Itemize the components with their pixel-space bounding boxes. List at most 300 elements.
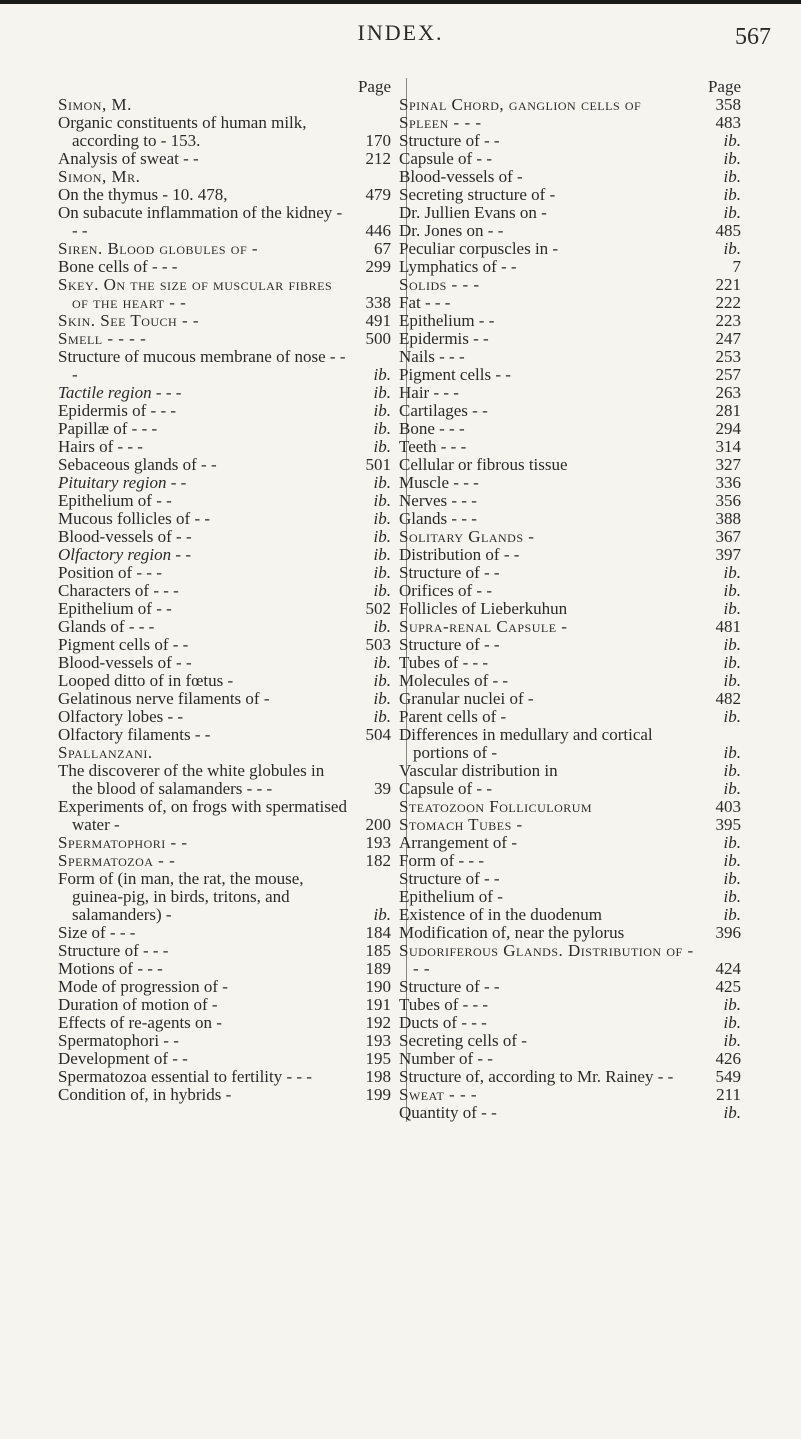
index-entry — [58, 186, 391, 204]
index-entry — [399, 707, 741, 726]
index-entry — [399, 221, 741, 240]
index-entry — [58, 636, 391, 654]
index-entry-text: Structure of - - — [399, 869, 500, 888]
index-entry-text: Tubes of - - - — [399, 653, 489, 672]
index-entry-text: Secreting structure of - — [399, 185, 556, 204]
index-entry-page: 479 — [365, 185, 391, 204]
index-entry-text: Dr. Jones on - - — [399, 221, 504, 240]
index-entry — [58, 1014, 391, 1032]
index-entry-page: ib. — [373, 437, 391, 456]
index-entry-text: Sudoriferous Glands. Distribution of - - - — [399, 941, 694, 978]
index-entry — [399, 995, 741, 1014]
index-entry — [399, 401, 741, 420]
index-entry-page: 189 — [365, 959, 391, 978]
index-entry-text: Cellular or fibrous tissue — [399, 455, 568, 474]
index-entry — [58, 168, 391, 186]
index-entry — [58, 276, 391, 312]
index-entry-text: Nerves - - - — [399, 491, 477, 510]
index-entry-page: ib. — [723, 203, 741, 222]
index-entry-text: Simon, Mr. — [58, 167, 141, 186]
index-entry-text: Skin. See Touch - - — [58, 311, 200, 330]
index-entry — [58, 456, 391, 474]
index-entry-text: Olfactory filaments - - — [58, 725, 211, 744]
index-entry — [58, 528, 391, 546]
index-entry — [58, 402, 391, 420]
index-entry-text: Tubes of - - - — [399, 995, 489, 1014]
index-entry — [58, 582, 391, 600]
index-entry-page: ib. — [373, 671, 391, 690]
index-entry-text: Development of - - — [58, 1049, 188, 1068]
index-entry-page: 502 — [365, 599, 391, 618]
index-entry-page: ib. — [373, 617, 391, 636]
index-entry-text: Organic constituents of human milk, according to - 153. — [58, 113, 307, 150]
index-entry-page: ib. — [723, 833, 741, 852]
index-entry-page: 403 — [715, 797, 741, 816]
index-entry — [399, 833, 741, 852]
index-entry-text: Solitary Glands - — [399, 527, 535, 546]
index-entry — [399, 1013, 741, 1032]
index-entry-page: ib. — [723, 653, 741, 672]
index-entry-text: Pigment cells - - — [399, 365, 511, 384]
index-entry — [58, 960, 391, 978]
index-entry-text: Gelatinous nerve filaments of - — [58, 689, 270, 708]
index-entry-page: 504 — [365, 725, 391, 744]
index-entry — [58, 1032, 391, 1050]
index-entry-text: Distribution of - - — [399, 545, 520, 564]
top-rule — [0, 0, 801, 4]
index-entry-text: Spinal Chord, ganglion cells of — [399, 95, 642, 114]
index-entry-text: Tactile region - - - — [58, 383, 182, 402]
index-entry-text: Blood-vessels of - - — [58, 653, 192, 672]
index-entry — [58, 1068, 391, 1086]
index-entry-page: ib. — [373, 563, 391, 582]
index-entry — [58, 762, 391, 798]
index-entry — [399, 491, 741, 510]
index-entry — [58, 258, 391, 276]
index-entry-page: ib. — [723, 563, 741, 582]
index-entry-page: 356 — [715, 491, 741, 510]
index-entry-text: Position of - - - — [58, 563, 162, 582]
index-entry-text: Epidermis - - — [399, 329, 489, 348]
index-entry-text: The discoverer of the white globules in the blood of salamanders - - - — [58, 761, 325, 798]
index-entry-text: Skey. On the size of muscular fibres of the heart - - — [58, 275, 333, 312]
index-entry — [399, 617, 741, 636]
index-entry-page: 299 — [365, 257, 391, 276]
index-entry — [399, 473, 741, 492]
index-entry — [58, 978, 391, 996]
index-entry-text: Form of (in man, the rat, the mouse, guinea-pig, in birds, tritons, and salamanders) - — [58, 869, 304, 924]
index-entry-page: 191 — [365, 995, 391, 1014]
index-entry-page: 198 — [365, 1067, 391, 1086]
index-entry-text: Glands of - - - — [58, 617, 155, 636]
index-entry — [399, 869, 741, 888]
index-entry-text: Spermatophori - - — [58, 833, 188, 852]
index-entry-text: Effects of re-agents on - — [58, 1013, 222, 1032]
index-entry-page: 426 — [715, 1049, 741, 1068]
index-entry-text: Modification of, near the pylorus — [399, 923, 625, 942]
index-entry — [399, 599, 741, 618]
index-entry-page: ib. — [723, 167, 741, 186]
index-entry-page: 247 — [715, 329, 741, 348]
index-entry-text: Teeth - - - — [399, 437, 467, 456]
index-entry — [58, 240, 391, 258]
index-entry-text: Capsule of - - — [399, 779, 493, 798]
index-column-left — [58, 78, 391, 1104]
index-entry-text: Experiments of, on frogs with spermatised water - — [58, 797, 347, 834]
index-entry-page: 483 — [715, 113, 741, 132]
index-entry-page: ib. — [373, 365, 391, 384]
index-entry-text: Spermatozoa essential to fertility - - - — [58, 1067, 312, 1086]
index-entry — [399, 1085, 741, 1104]
index-entry — [399, 923, 741, 942]
index-entry-page: ib. — [373, 491, 391, 510]
index-entry — [399, 725, 741, 762]
index-entry-text: Spermatophori - - — [58, 1031, 179, 1050]
index-entry-text: Bone cells of - - - — [58, 257, 178, 276]
index-entry — [399, 383, 741, 402]
index-entry-page: ib. — [373, 545, 391, 564]
index-entry-text: Characters of - - - — [58, 581, 179, 600]
index-entry — [399, 653, 741, 672]
index-entry-text: Epithelium of - — [399, 887, 503, 906]
index-entry-page: 446 — [365, 221, 391, 240]
index-entry-text: Granular nuclei of - — [399, 689, 534, 708]
index-entry-page: ib. — [723, 635, 741, 654]
index-entry — [399, 815, 741, 834]
index-entry-page: ib. — [373, 419, 391, 438]
index-entry-text: Structure of - - — [399, 635, 500, 654]
index-column-right — [399, 77, 741, 1122]
index-entry — [58, 852, 391, 870]
index-entry-page: 253 — [715, 347, 741, 366]
index-entry-page: 192 — [365, 1013, 391, 1032]
index-entry-page: 184 — [365, 923, 391, 942]
index-entry-text: Mucous follicles of - - — [58, 509, 211, 528]
index-entry — [399, 581, 741, 600]
index-entry-text: Smell - - - - — [58, 329, 147, 348]
index-entry — [58, 672, 391, 690]
index-entry-text: Structure of mucous membrane of nose - - - — [58, 347, 346, 384]
index-entry-page: 39 — [374, 779, 391, 798]
index-entry — [399, 851, 741, 870]
index-entry — [58, 438, 391, 456]
page-column-label: Page — [707, 77, 741, 96]
index-entry-text: Stomach Tubes - — [399, 815, 523, 834]
index-entry-page: ib. — [373, 383, 391, 402]
index-entry — [399, 941, 741, 978]
index-entry-text: Lymphatics of - - — [399, 257, 517, 276]
index-entry — [399, 689, 741, 708]
index-entry-page: ib. — [723, 995, 741, 1014]
index-entry-text: Bone - - - — [399, 419, 465, 438]
index-entry — [58, 546, 391, 564]
index-entry-text: Ducts of - - - — [399, 1013, 487, 1032]
index-entry-text: Muscle - - - — [399, 473, 479, 492]
index-entry-text: Pigment cells of - - — [58, 635, 189, 654]
index-entry — [399, 203, 741, 222]
index-entry-page: 170 — [365, 131, 391, 150]
page-number: 567 — [735, 24, 771, 50]
index-entry-page: 314 — [715, 437, 741, 456]
index-entry — [399, 365, 741, 384]
index-entry-text: Structure of - - — [399, 563, 500, 582]
index-entry-text: Mode of progression of - — [58, 977, 228, 996]
index-entry-page: 396 — [715, 923, 741, 942]
index-entry-text: Dr. Jullien Evans on - — [399, 203, 547, 222]
index-entry — [58, 204, 391, 240]
index-entry-page: 263 — [715, 383, 741, 402]
index-entry-text: Structure of, according to Mr. Rainey - - — [399, 1067, 674, 1086]
index-entry — [399, 1067, 741, 1086]
index-entry — [399, 887, 741, 906]
index-entry-page: 67 — [374, 239, 391, 258]
index-entry-text: Structure of - - — [399, 977, 500, 996]
right-entry-list — [399, 95, 741, 1122]
index-entry-page: 549 — [715, 1067, 741, 1086]
index-entry-page: 281 — [715, 401, 741, 420]
index-entry-text: Analysis of sweat - - — [58, 149, 199, 168]
index-entry-page: 190 — [365, 977, 391, 996]
index-entry-page: ib. — [723, 581, 741, 600]
index-entry — [399, 293, 741, 312]
index-entry — [58, 384, 391, 402]
index-entry-page: ib. — [723, 599, 741, 618]
index-entry — [399, 347, 741, 366]
index-entry-text: Epithelium of - - — [58, 599, 172, 618]
index-entry-page: ib. — [723, 1103, 741, 1122]
index-entry-page: 424 — [715, 959, 741, 978]
index-entry-page: ib. — [373, 905, 391, 924]
index-entry-text: Olfactory region - - — [58, 545, 191, 564]
index-entry — [399, 977, 741, 996]
index-entry-page: 193 — [365, 833, 391, 852]
index-entry — [58, 726, 391, 744]
index-entry-page: ib. — [373, 473, 391, 492]
index-entry — [399, 779, 741, 798]
index-entry-page: 388 — [715, 509, 741, 528]
index-entry-text: Motions of - - - — [58, 959, 163, 978]
index-entry-text: On subacute inflammation of the kidney - - - — [58, 203, 343, 240]
index-entry-text: Existence of in the duodenum — [399, 905, 603, 924]
index-entry-page: 367 — [715, 527, 741, 546]
index-entry — [58, 996, 391, 1014]
index-entry — [399, 149, 741, 168]
index-entry — [58, 1086, 391, 1104]
index-entry-page: 491 — [365, 311, 391, 330]
index-entry — [58, 690, 391, 708]
index-entry-page: ib. — [373, 689, 391, 708]
index-entry — [58, 942, 391, 960]
index-entry-page: 397 — [715, 545, 741, 564]
index-entry-page: ib. — [723, 707, 741, 726]
index-entry-text: Nails - - - — [399, 347, 465, 366]
index-entry-page: ib. — [723, 779, 741, 798]
index-entry-text: Solids - - - — [399, 275, 480, 294]
index-entry-text: Arrangement of - — [399, 833, 518, 852]
index-entry-page: ib. — [373, 653, 391, 672]
index-entry-page: ib. — [723, 185, 741, 204]
index-entry — [399, 113, 741, 132]
index-entry-text: Sweat - - - — [399, 1085, 478, 1104]
index-entry-page: 294 — [715, 419, 741, 438]
index-entry — [399, 167, 741, 186]
index-entry-text: Number of - - — [399, 1049, 493, 1068]
index-entry-text: Spermatozoa - - — [58, 851, 176, 870]
index-entry — [58, 600, 391, 618]
index-entry-page: 222 — [715, 293, 741, 312]
index-entry — [399, 1031, 741, 1050]
index-entry-page: ib. — [723, 761, 741, 780]
index-entry-text: Capsule of - - — [399, 149, 493, 168]
index-entry — [58, 150, 391, 168]
index-entry-page: 7 — [732, 257, 741, 276]
index-entry-page: 200 — [365, 815, 391, 834]
index-entry-text: Olfactory lobes - - — [58, 707, 184, 726]
index-entry — [58, 312, 391, 330]
index-entry-page: ib. — [723, 851, 741, 870]
index-entry — [399, 455, 741, 474]
index-entry-text: Sebaceous glands of - - — [58, 455, 217, 474]
index-entry-page: 185 — [365, 941, 391, 960]
index-entry-text: Duration of motion of - — [58, 995, 218, 1014]
page-title: INDEX. — [357, 20, 444, 45]
index-entry — [399, 437, 741, 456]
index-entry-page: ib. — [723, 869, 741, 888]
index-entry — [58, 618, 391, 636]
index-entry-page: ib. — [723, 239, 741, 258]
index-entry — [58, 798, 391, 834]
index-entry — [58, 420, 391, 438]
index-entry — [399, 635, 741, 654]
index-entry-page: 327 — [715, 455, 741, 474]
index-entry-page: 481 — [715, 617, 741, 636]
index-entry-text: Cartilages - - — [399, 401, 488, 420]
index-entry-text: Blood-vessels of - - — [58, 527, 192, 546]
index-entry-text: Looped ditto of in fœtus - — [58, 671, 234, 690]
index-entry — [58, 510, 391, 528]
left-entry-list — [58, 96, 391, 1104]
index-entry-text: Vascular distribution in — [399, 761, 558, 780]
index-entry-text: Hairs of - - - — [58, 437, 143, 456]
index-entry-page: 395 — [715, 815, 741, 834]
index-entry-page: ib. — [373, 707, 391, 726]
index-entry-text: Simon, M. — [58, 95, 132, 114]
index-entry — [399, 185, 741, 204]
index-entry — [58, 1050, 391, 1068]
index-entry-page: ib. — [723, 743, 741, 762]
index-entry — [58, 834, 391, 852]
index-entry — [399, 275, 741, 294]
index-entry-page: 338 — [365, 293, 391, 312]
index-entry — [399, 131, 741, 150]
index-entry — [399, 761, 741, 780]
index-entry-text: Structure of - - - — [58, 941, 169, 960]
index-entry-text: Parent cells of - — [399, 707, 507, 726]
index-entry-page: 221 — [715, 275, 741, 294]
index-entry-page: ib. — [723, 905, 741, 924]
index-entry — [399, 311, 741, 330]
index-entry-text: Secreting cells of - — [399, 1031, 527, 1050]
index-entry-page: ib. — [723, 671, 741, 690]
index-entry — [399, 563, 741, 582]
index-entry-text: Siren. Blood globules of - — [58, 239, 259, 258]
index-entry-text: Peculiar corpuscles in - — [399, 239, 559, 258]
index-entry — [58, 924, 391, 942]
index-entry-page: ib. — [373, 581, 391, 600]
index-entry-text: Follicles of Lieberkuhun — [399, 599, 568, 618]
index-entry-text: Condition of, in hybrids - — [58, 1085, 232, 1104]
index-entry-text: Epidermis of - - - — [58, 401, 177, 420]
index-entry — [58, 654, 391, 672]
index-entry-page: 358 — [715, 95, 741, 114]
index-entry — [399, 797, 741, 816]
index-entry — [58, 492, 391, 510]
index-entry — [58, 564, 391, 582]
index-entry-text: Spallanzani. — [58, 743, 153, 762]
index-entry-text: Epithelium - - — [399, 311, 495, 330]
index-entry-text: Molecules of - - — [399, 671, 509, 690]
index-entry-page: 501 — [365, 455, 391, 474]
index-entry — [399, 239, 741, 258]
index-entry-text: Spleen - - - — [399, 113, 482, 132]
index-entry — [399, 257, 741, 276]
index-entry — [58, 744, 391, 762]
index-entry-text: Structure of - - — [399, 131, 500, 150]
index-entry-page: 257 — [715, 365, 741, 384]
index-entry — [58, 96, 391, 114]
index-entry-text: Epithelium of - - — [58, 491, 172, 510]
index-entry-text: Pituitary region - - — [58, 473, 187, 492]
page-header — [0, 20, 801, 60]
index-entry-page: 500 — [365, 329, 391, 348]
index-entry-page: 212 — [365, 149, 391, 168]
index-entry-page: 425 — [715, 977, 741, 996]
index-entry-page: 211 — [716, 1085, 741, 1104]
index-entry-page: 223 — [715, 311, 741, 330]
index-entry-page: ib. — [723, 887, 741, 906]
index-entry — [399, 671, 741, 690]
index-entry-text: On the thymus - 10. 478, — [58, 185, 228, 204]
index-entry — [399, 905, 741, 924]
index-entry-page: ib. — [723, 131, 741, 150]
index-entry-page: 195 — [365, 1049, 391, 1068]
index-entry — [399, 95, 741, 114]
index-entry-text: Hair - - - — [399, 383, 459, 402]
index-entry-page: 336 — [715, 473, 741, 492]
index-entry — [399, 509, 741, 528]
index-entry-page: 482 — [715, 689, 741, 708]
index-entry-text: Blood-vessels of - — [399, 167, 523, 186]
index-entry — [399, 527, 741, 546]
index-entry — [58, 708, 391, 726]
index-entry-text: Differences in medullary and cortical portions of - — [399, 725, 653, 762]
index-entry-page: 182 — [365, 851, 391, 870]
index-entry — [58, 870, 391, 924]
index-entry-text: Size of - - - — [58, 923, 136, 942]
index-entry-page: 199 — [365, 1085, 391, 1104]
index-entry — [58, 474, 391, 492]
index-entry-page: ib. — [723, 1013, 741, 1032]
index-entry — [399, 329, 741, 348]
index-entry-text: Fat - - - — [399, 293, 451, 312]
index-entry-page: ib. — [723, 149, 741, 168]
index-entry — [58, 114, 391, 150]
index-entry — [399, 1103, 741, 1122]
index-entry — [58, 330, 391, 348]
index-entry-text: Glands - - - — [399, 509, 477, 528]
index-entry-page: 485 — [715, 221, 741, 240]
index-entry-page: ib. — [373, 527, 391, 546]
